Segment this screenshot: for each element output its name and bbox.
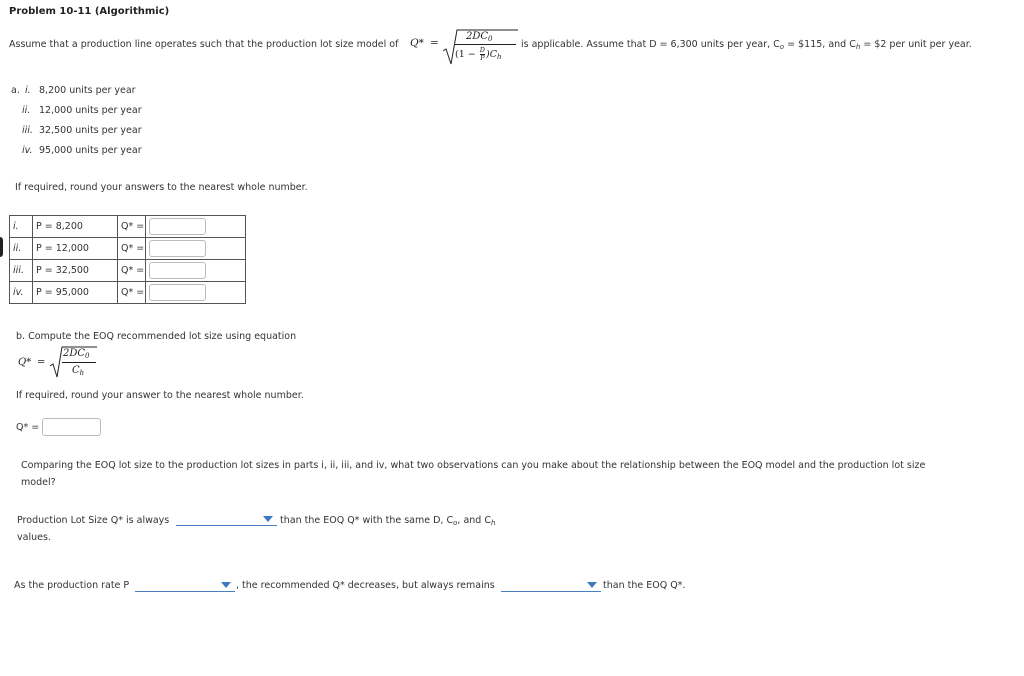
production-lot-table xyxy=(9,215,246,304)
row-q-label: Q* = xyxy=(118,260,146,282)
eoq-equals: = xyxy=(37,357,46,368)
observation-1-dropdown[interactable] xyxy=(176,514,277,526)
intro-text: Assume that a production line operates such that the production lot size model of xyxy=(9,39,399,50)
part-a-item-4-num: iv. xyxy=(22,145,33,156)
q-star-input-ii[interactable] xyxy=(149,240,206,257)
observation-2-middle: , the recommended Q* decreases, but always remains xyxy=(236,580,495,591)
row-input-cell xyxy=(146,216,246,238)
row-production-rate: P = 8,200 xyxy=(33,216,118,238)
row-q-label: Q* = xyxy=(118,216,146,238)
eoq-q-star: Q* xyxy=(18,357,32,368)
eoq-denominator: $C_h$ xyxy=(72,365,85,377)
part-a-item-3-num: iii. xyxy=(22,125,33,136)
row-q-label: Q* = xyxy=(118,282,146,304)
eoq-numerator: $2DC_0$ xyxy=(63,348,90,360)
formula-fraction-bar xyxy=(455,44,516,45)
observation-2-start: As the production rate P xyxy=(14,580,130,591)
row-num: i. xyxy=(10,216,33,238)
part-a-item-3: 32,500 units per year xyxy=(39,125,142,136)
observation-1-start: Production Lot Size Q* is always xyxy=(17,515,170,526)
part-a-label: a. xyxy=(11,85,20,96)
table-row xyxy=(10,260,246,282)
eoq-q-label: Q* = xyxy=(16,422,40,433)
part-b-prompt: b. Compute the EOQ recommended lot size using equation xyxy=(16,331,297,342)
row-input-cell xyxy=(146,238,246,260)
observation-2-end: than the EOQ Q*. xyxy=(603,580,686,591)
row-num: iii. xyxy=(10,260,33,282)
observation-2-dropdown-b[interactable] xyxy=(501,580,601,592)
intro-given-values: is applicable. Assume that D = 6,300 units per year, $C_o$ = $115, and $C_h$ = $2 per unit per year. xyxy=(521,39,972,51)
chevron-down-icon xyxy=(587,582,597,588)
row-num: ii. xyxy=(10,238,33,260)
row-input-cell xyxy=(146,282,246,304)
table-row xyxy=(10,238,246,260)
formula-q-star: Q* xyxy=(410,37,424,49)
part-a-item-1: 8,200 units per year xyxy=(39,85,136,96)
q-star-input-i[interactable] xyxy=(149,218,206,235)
observation-1-cont: values. xyxy=(17,532,51,543)
q-star-input-iii[interactable] xyxy=(149,262,206,279)
table-row xyxy=(10,216,246,238)
eoq-fraction-bar xyxy=(62,362,96,363)
formula-numerator: $2DC_0$ xyxy=(466,31,493,43)
row-q-label: Q* = xyxy=(118,238,146,260)
chevron-down-icon xyxy=(221,582,231,588)
part-a-item-2-num: ii. xyxy=(22,105,31,116)
formula-denominator: (1 − $\frac{D}{P}$ )$C_h$ xyxy=(455,46,502,62)
part-a-item-4: 95,000 units per year xyxy=(39,145,142,156)
row-production-rate: P = 95,000 xyxy=(33,282,118,304)
row-production-rate: P = 32,500 xyxy=(33,260,118,282)
q-star-input-iv[interactable] xyxy=(149,284,206,301)
row-production-rate: P = 12,000 xyxy=(33,238,118,260)
comparison-question: Comparing the EOQ lot size to the production lot sizes in parts i, ii, iii, and iv, what two observations can you make about the relationship between the EOQ model and the production lot size xyxy=(21,460,926,471)
part-a-round-note: If required, round your answers to the nearest whole number. xyxy=(15,182,308,193)
formula-equals: = xyxy=(430,37,439,49)
part-b-round-note: If required, round your answer to the nearest whole number. xyxy=(16,390,304,401)
observation-1-end: than the EOQ Q* with the same D, $C_o$, and $C_h$ xyxy=(280,515,496,527)
row-num: iv. xyxy=(10,282,33,304)
chevron-down-icon xyxy=(263,516,273,522)
part-a-item-1-num: i. xyxy=(25,85,31,96)
comparison-question-cont: model? xyxy=(21,477,56,488)
question-marker xyxy=(0,237,3,257)
part-a-item-2: 12,000 units per year xyxy=(39,105,142,116)
eoq-q-star-input[interactable] xyxy=(42,418,101,436)
table-row xyxy=(10,282,246,304)
row-input-cell xyxy=(146,260,246,282)
observation-2-dropdown-a[interactable] xyxy=(135,580,235,592)
problem-title: Problem 10-11 (Algorithmic) xyxy=(9,6,170,17)
